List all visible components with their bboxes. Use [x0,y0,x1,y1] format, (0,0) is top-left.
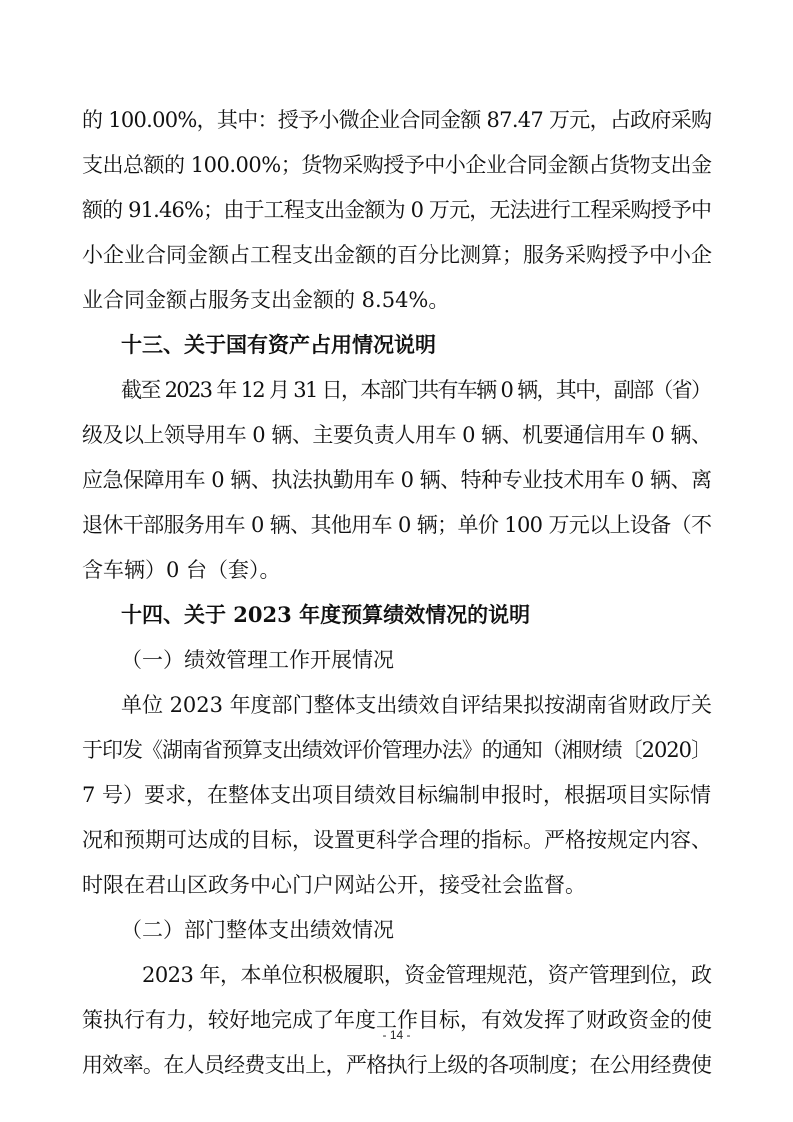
section-heading-13: 十三、关于国有资产占用情况说明 [121,332,436,357]
body-text-line: 业合同金额占服务支出金额的 8.54%。 [82,288,450,312]
body-text-line: 策执行有力，较好地完成了年度工作目标，有效发挥了财政资金的使 [82,1008,712,1032]
body-text-line: 7 号）要求，在整体支出项目绩效目标编制申报时，根据项目实际情 [82,783,712,807]
section-heading-14: 十四、关于 2023 年度预算绩效情况的说明 [121,602,531,627]
body-text-line: 单位 2023 年度部门整体支出绩效自评结果拟按湖南省财政厅关 [121,693,712,717]
body-text-line: 用效率。在人员经费支出上，严格执行上级的各项制度；在公用经费使 [82,1053,712,1077]
body-text-line: 截至 2023 年 12 月 31 日，本部门共有车辆 0 辆，其中，副部（省） [121,378,711,402]
body-text-line: 的 100.00%，其中：授予小微企业合同金额 87.47 万元，占政府采购 [82,108,712,132]
body-text-line: 支出总额的 100.00%；货物采购授予中小企业合同金额占货物支出金 [82,153,712,177]
page-number: - 14 - [382,1028,411,1042]
body-text-line: 退休干部服务用车 0 辆、其他用车 0 辆；单价 100 万元以上设备（不 [82,513,712,537]
body-text-line: 于印发《湖南省预算支出绩效评价管理办法》的通知（湘财绩〔2020〕 [82,738,711,762]
subsection-heading: （一）绩效管理工作开展情况 [121,648,394,672]
body-text-line: 含车辆）0 台（套）。 [82,558,281,582]
subsection-heading: （二）部门整体支出绩效情况 [121,918,394,942]
body-text-line: 况和预期可达成的目标，设置更科学合理的指标。严格按规定内容、 [82,828,712,852]
body-text-line: 小企业合同金额占工程支出金额的百分比测算；服务采购授予中小企 [82,243,712,267]
body-text-line: 应急保障用车 0 辆、执法执勤用车 0 辆、特种专业技术用车 0 辆、离 [82,468,712,492]
body-text-line: 额的 91.46%；由于工程支出金额为 0 万元，无法进行工程采购授予中 [82,198,712,222]
body-text-line: 2023 年，本单位积极履职，资金管理规范，资产管理到位，政 [142,963,712,987]
body-text-line: 时限在君山区政务中心门户网站公开，接受社会监督。 [82,873,586,897]
body-text-line: 级及以上领导用车 0 辆、主要负责人用车 0 辆、机要通信用车 0 辆、 [82,423,712,447]
